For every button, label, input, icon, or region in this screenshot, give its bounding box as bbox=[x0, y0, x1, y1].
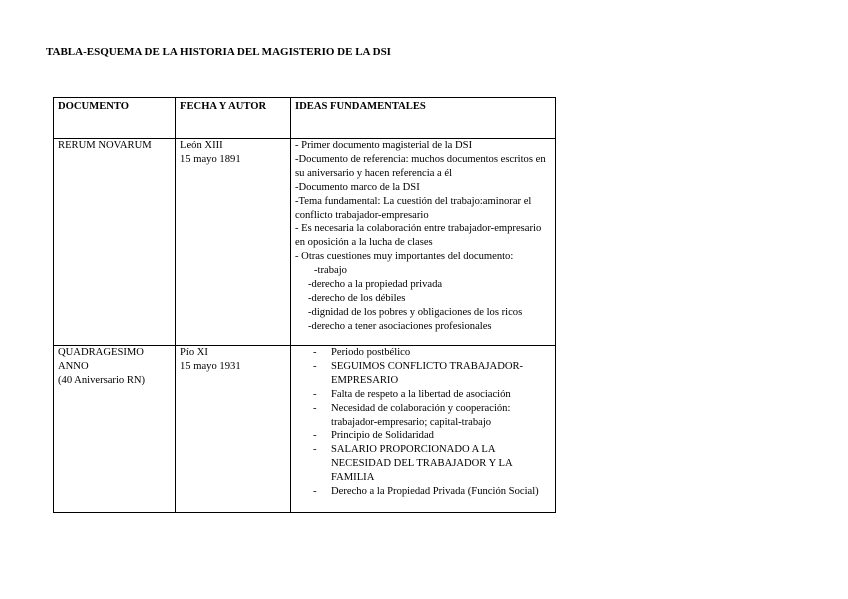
fecha-line: 15 mayo 1931 bbox=[180, 360, 241, 372]
list-item: - Necesidad de colaboración y cooperación: trabajador-empresario; capital-trabajo bbox=[331, 402, 551, 430]
list-item: - SALARIO PROPORCIONADO A LA NECESIDAD DEL TRABAJADOR Y LA FAMILIA bbox=[331, 443, 551, 485]
documento-line: ANNO bbox=[58, 360, 89, 372]
list-item: - Derecho a la Propiedad Privada (Función Social) bbox=[331, 485, 551, 499]
cell-ideas bbox=[291, 346, 556, 513]
history-table bbox=[53, 97, 556, 513]
documento-line: QUADRAGESIMO bbox=[58, 347, 144, 358]
cell-fecha bbox=[176, 139, 291, 346]
fecha-line: 15 mayo 1891 bbox=[180, 153, 241, 165]
sub-idea-text: -dignidad de los pobres y obligaciones de los ricos bbox=[308, 306, 523, 318]
table-row-quadragesimo-anno bbox=[54, 346, 556, 513]
table-header-row bbox=[54, 98, 556, 139]
sub-idea-text: -derecho a tener asociaciones profesionales bbox=[308, 320, 492, 332]
table-row-rerum-novarum bbox=[54, 139, 556, 346]
list-item: - Principio de Solidaridad bbox=[331, 429, 551, 443]
header-fecha-autor: FECHA Y AUTOR bbox=[176, 98, 291, 139]
documento-line: (40 Aniversario RN) bbox=[58, 374, 146, 386]
idea-text: - Es necesaria la colaboración entre trabajador-empresario en oposición a la lucha de clases bbox=[295, 223, 542, 249]
sub-idea-text: -trabajo bbox=[314, 265, 347, 277]
document-title: TABLA-ESQUEMA DE LA HISTORIA DEL MAGISTERIO DE LA DSI bbox=[46, 46, 391, 58]
idea-text: - Primer documento magisterial de la DSI bbox=[295, 140, 473, 151]
documento-line: RERUM NOVARUM bbox=[58, 140, 152, 151]
cell-documento bbox=[54, 346, 176, 513]
header-documento: DOCUMENTO bbox=[54, 98, 176, 139]
list-item: - SEGUIMOS CONFLICTO TRABAJADOR-EMPRESARIO bbox=[331, 360, 551, 388]
cell-ideas bbox=[291, 139, 556, 346]
idea-text: -Tema fundamental: La cuestión del trabajo:aminorar el conflicto trabajador-empresario bbox=[295, 195, 532, 221]
list-item: - Falta de respeto a la libertad de asociación bbox=[331, 388, 551, 402]
idea-text: -Documento de referencia: muchos documentos escritos en su aniversario y hacen referencia a él bbox=[295, 153, 546, 179]
idea-text: - Otras cuestiones muy importantes del documento: bbox=[295, 251, 514, 263]
cell-fecha bbox=[176, 346, 291, 513]
autor-line: Pío XI bbox=[180, 347, 208, 358]
sub-idea-text: -derecho de los débiles bbox=[308, 292, 406, 304]
autor-line: León XIII bbox=[180, 140, 223, 151]
sub-idea-text: -derecho a la propiedad privada bbox=[308, 279, 443, 291]
idea-text: -Documento marco de la DSI bbox=[295, 181, 420, 193]
header-ideas: IDEAS FUNDAMENTALES bbox=[291, 98, 556, 139]
ideas-list bbox=[295, 346, 551, 499]
list-item: - Periodo postbélico bbox=[331, 346, 551, 360]
cell-documento bbox=[54, 139, 176, 346]
